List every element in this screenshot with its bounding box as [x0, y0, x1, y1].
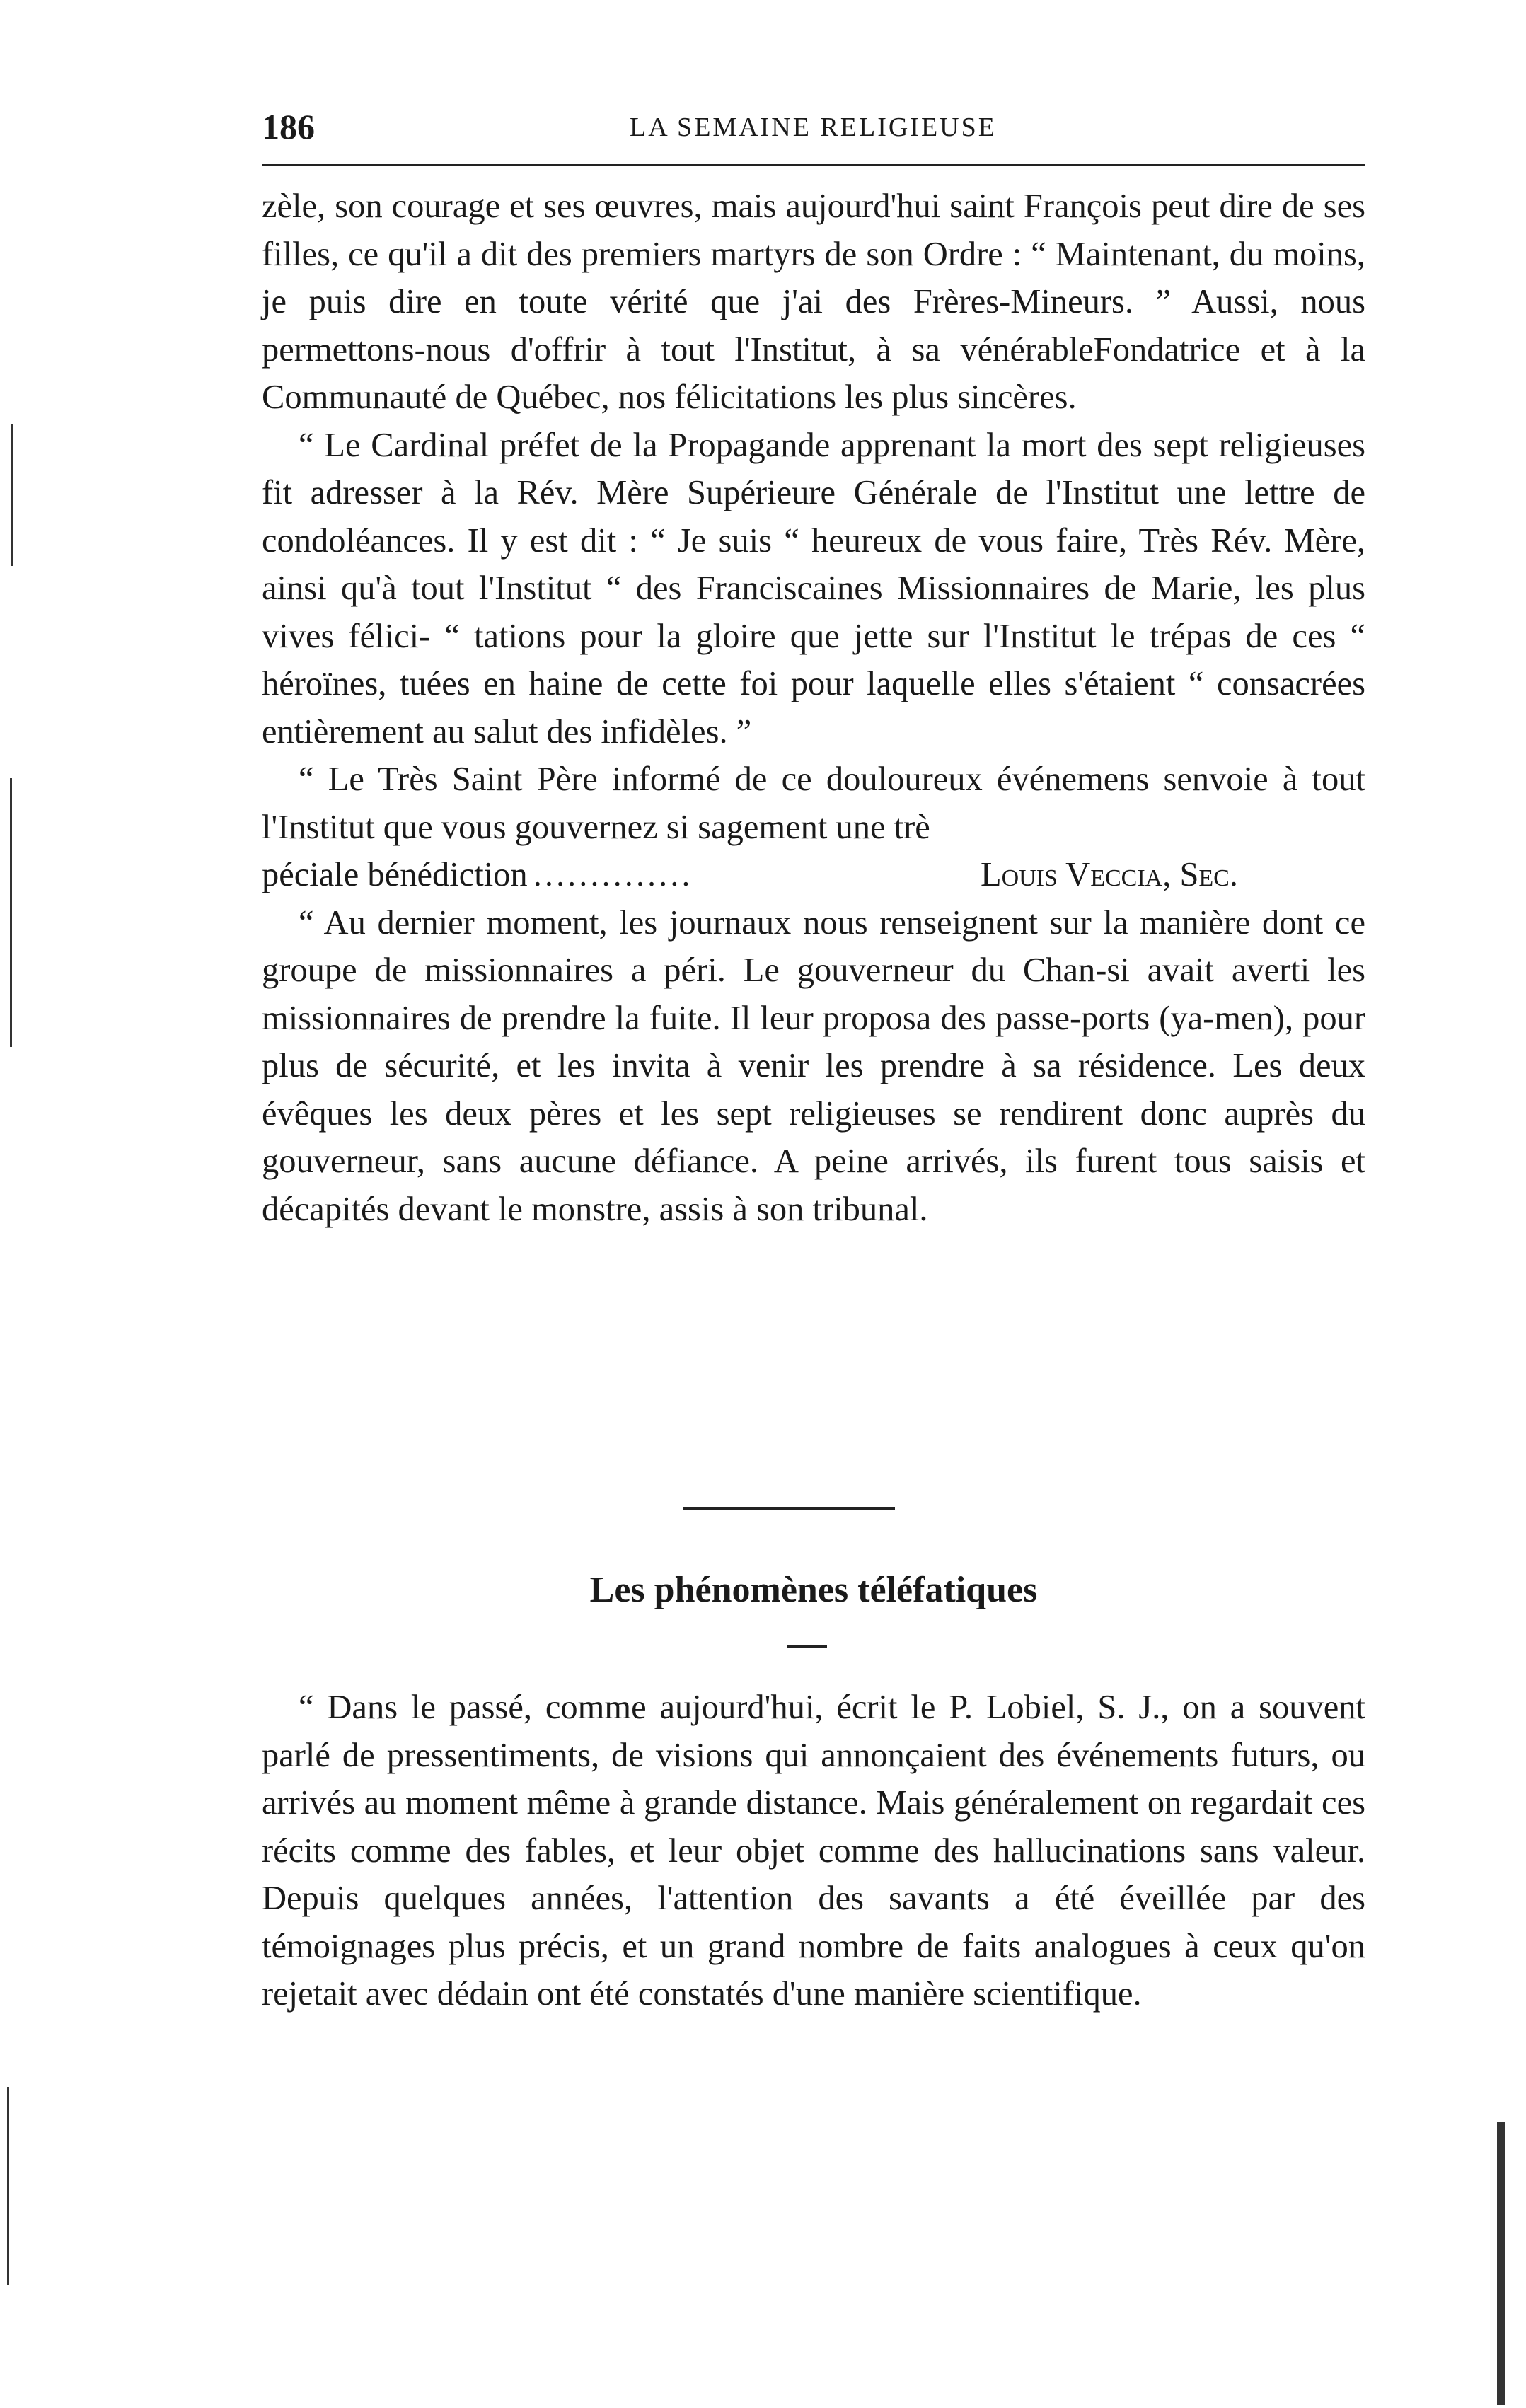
scan-margin-line: [7, 2087, 9, 2285]
section-divider-rule: [683, 1507, 895, 1510]
paragraph-4: “ Au dernier moment, les journaux nous renseignent sur la manière dont ce groupe de missionnaires a péri. Le gouverneur du Chan-si avait averti les missionnaires de prendre la fuite. Il leur proposa des passe-ports (ya-men), pour plus de sécurité, et les invita à venir les prendre à sa résidence. Les deux évêques les deux pères et les sept religieuses se rendirent donc auprès du gouverneur, sans aucune défiance. A peine arrivés, ils furent tous saisis et décapités devant le monstre, assis à son tribunal.: [262, 903, 1365, 1228]
section-body: [262, 1684, 1365, 2018]
paragraph-1: zèle, son courage et ses œuvres, mais aujourd'hui saint François peut dire de ses filles, ce qu'il a dit des premiers martyrs de son Ordre : “ Maintenant, du moins, je puis dire en toute vérité que j'ai des Frères-Mineurs. ” Aussi, nous permettons-nous d'offrir à tout l'Institut, à sa vénérableFondatrice et à la Communauté de Québec, nos félicitations les plus sincères.: [262, 187, 1365, 416]
section-title-dash: [787, 1645, 827, 1648]
scan-margin-line: [10, 778, 12, 1047]
signature-line-text: péciale bénédiction: [262, 856, 528, 893]
paragraph-3: “ Le Très Saint Père informé de ce douloureux événemens senvoie à tout l'Institut que vous gouvernez si sagement une trè: [262, 760, 1365, 846]
running-head: LA SEMAINE RELIGIEUSE: [630, 112, 997, 142]
article-body: [262, 183, 1365, 1233]
leader-dots: ..............: [533, 856, 693, 893]
scan-margin-line: [11, 424, 13, 566]
paragraph-2: “ Le Cardinal préfet de la Propagande apprenant la mort des sept religieuses fit adresser à la Rév. Mère Supérieure Générale de l'Institut une lettre de condoléances. Il y est dit : “ Je suis “ heureux de vous faire, Très Rév. Mère, ainsi qu'à tout l'Institut “ des Franciscaines Missionnaires de Marie, les plus vives félici- “ tations pour la gloire que jette sur l'Institut le trépas de ces “ héroïnes, tuées en haine de cette foi pour laquelle elles s'étaient “ consacrées entièrement au salut des infidèles. ”: [262, 426, 1365, 751]
section-paragraph-1: “ Dans le passé, comme aujourd'hui, écrit le P. Lobiel, S. J., on a souvent parlé de pressentiments, de visions qui annonçaient des événements futurs, ou arrivés au moment même à grande distance. Mais généralement on regardait ces récits comme des fables, et leur objet comme des hallucinations sans valeur. Depuis quelques années, l'attention des savants a été éveillée par des témoignages plus précis, et un grand nombre de faits analogues à ceux qu'on rejetait avec dédain ont été constatés d'une manière scientifique.: [262, 1689, 1365, 2013]
page-number: 186: [262, 107, 315, 146]
page-header: [262, 106, 1365, 156]
section-title: Les phénomènes téléfatiques: [589, 1570, 1038, 1610]
scan-margin-line: [1497, 2122, 1505, 2405]
header-rule: [262, 164, 1365, 166]
signature-line: [262, 851, 1365, 899]
signature: Louis Veccia, Sec.: [980, 856, 1238, 893]
